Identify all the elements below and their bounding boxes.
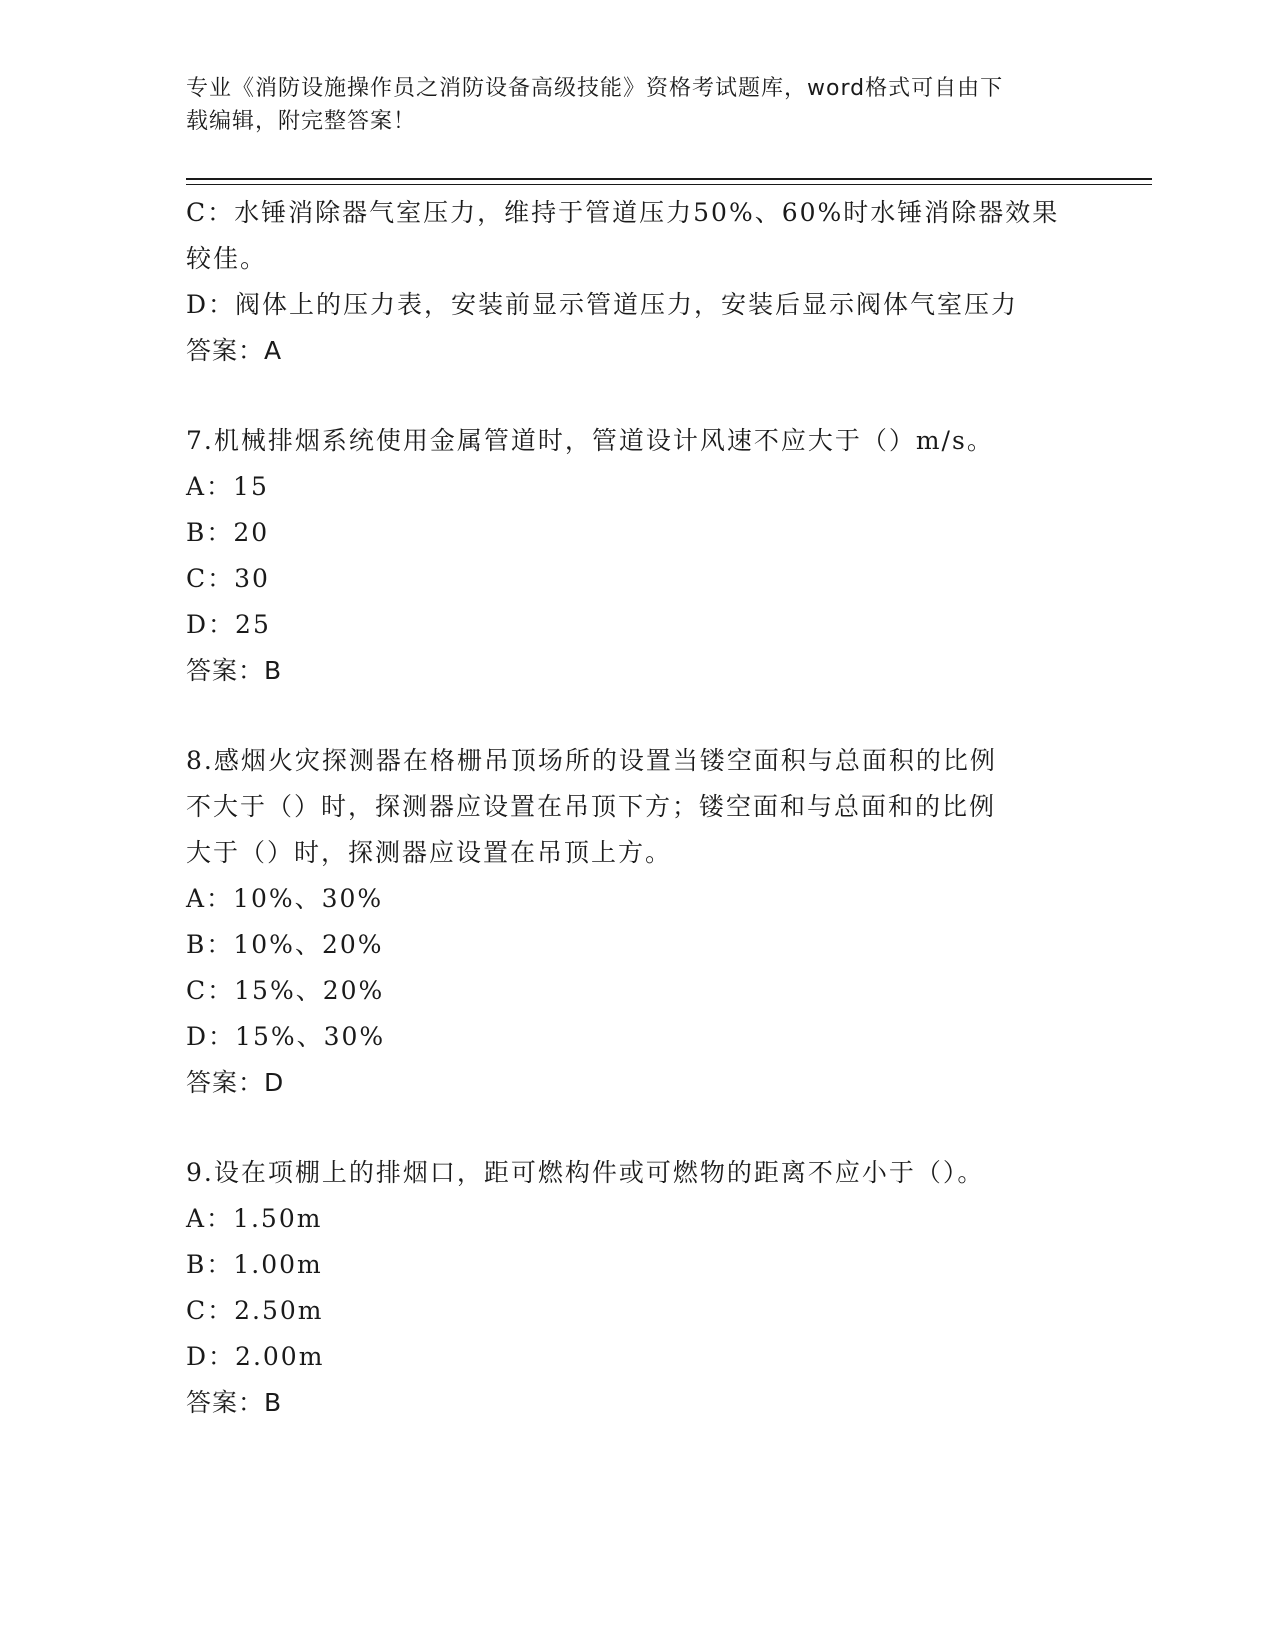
header-line-1: 专业《消防设施操作员之消防设备高级技能》资格考试题库，word格式可自由下 [186,76,1004,101]
spacer [186,1106,1086,1150]
question-stem: 9.设在项棚上的排烟口，距可燃构件或可燃物的距离不应小于（）。 [186,1158,985,1187]
header-divider-thin [186,184,1152,185]
question-stem: 8.感烟火灾探测器在格栅吊顶场所的设置当镂空面积与总面积的比例 [186,746,997,775]
previous-question-block [186,190,1086,374]
document-header [186,72,1066,138]
answer-line: 答案：B [186,656,283,685]
option-c: C：水锤消除器气室压力，维持于管道压力50%、60%时水锤消除器效果 [186,198,1060,227]
option-d: D：阀体上的压力表，安装前显示管道压力，安装后显示阀体气室压力 [186,290,1019,319]
option-a: A：10%、30% [186,884,384,913]
option-d: D：25 [186,610,271,639]
header-divider-thick [186,178,1152,180]
question-stem-continued: 不大于（）时，探测器应设置在吊顶下方；镂空面和与总面和的比例 [186,792,997,821]
answer-line: 答案：B [186,1388,283,1417]
option-a: A：1.50m [186,1204,323,1233]
option-c: C：30 [186,564,270,593]
question-content [186,190,1086,1426]
question-stem: 7.机械排烟系统使用金属管道时，管道设计风速不应大于（）m/s。 [186,426,994,455]
option-a: A：15 [186,472,269,501]
question-block-8 [186,738,1086,1106]
answer-line: 答案：D [186,1068,285,1097]
spacer [186,694,1086,738]
option-c: C：15%、20% [186,976,385,1005]
option-d: D：15%、30% [186,1022,386,1051]
option-b: B：1.00m [186,1250,323,1279]
question-block-9 [186,1150,1086,1426]
header-line-2: 载编辑，附完整答案！ [186,109,417,134]
question-block-7 [186,418,1086,694]
option-c-continued: 较佳。 [186,244,268,273]
question-stem-continued: 大于（）时，探测器应设置在吊顶上方。 [186,838,673,867]
option-d: D：2.00m [186,1342,325,1371]
option-b: B：20 [186,518,270,547]
answer-line: 答案：A [186,336,283,365]
option-b: B：10%、20% [186,930,384,959]
spacer [186,374,1086,418]
option-c: C：2.50m [186,1296,324,1325]
